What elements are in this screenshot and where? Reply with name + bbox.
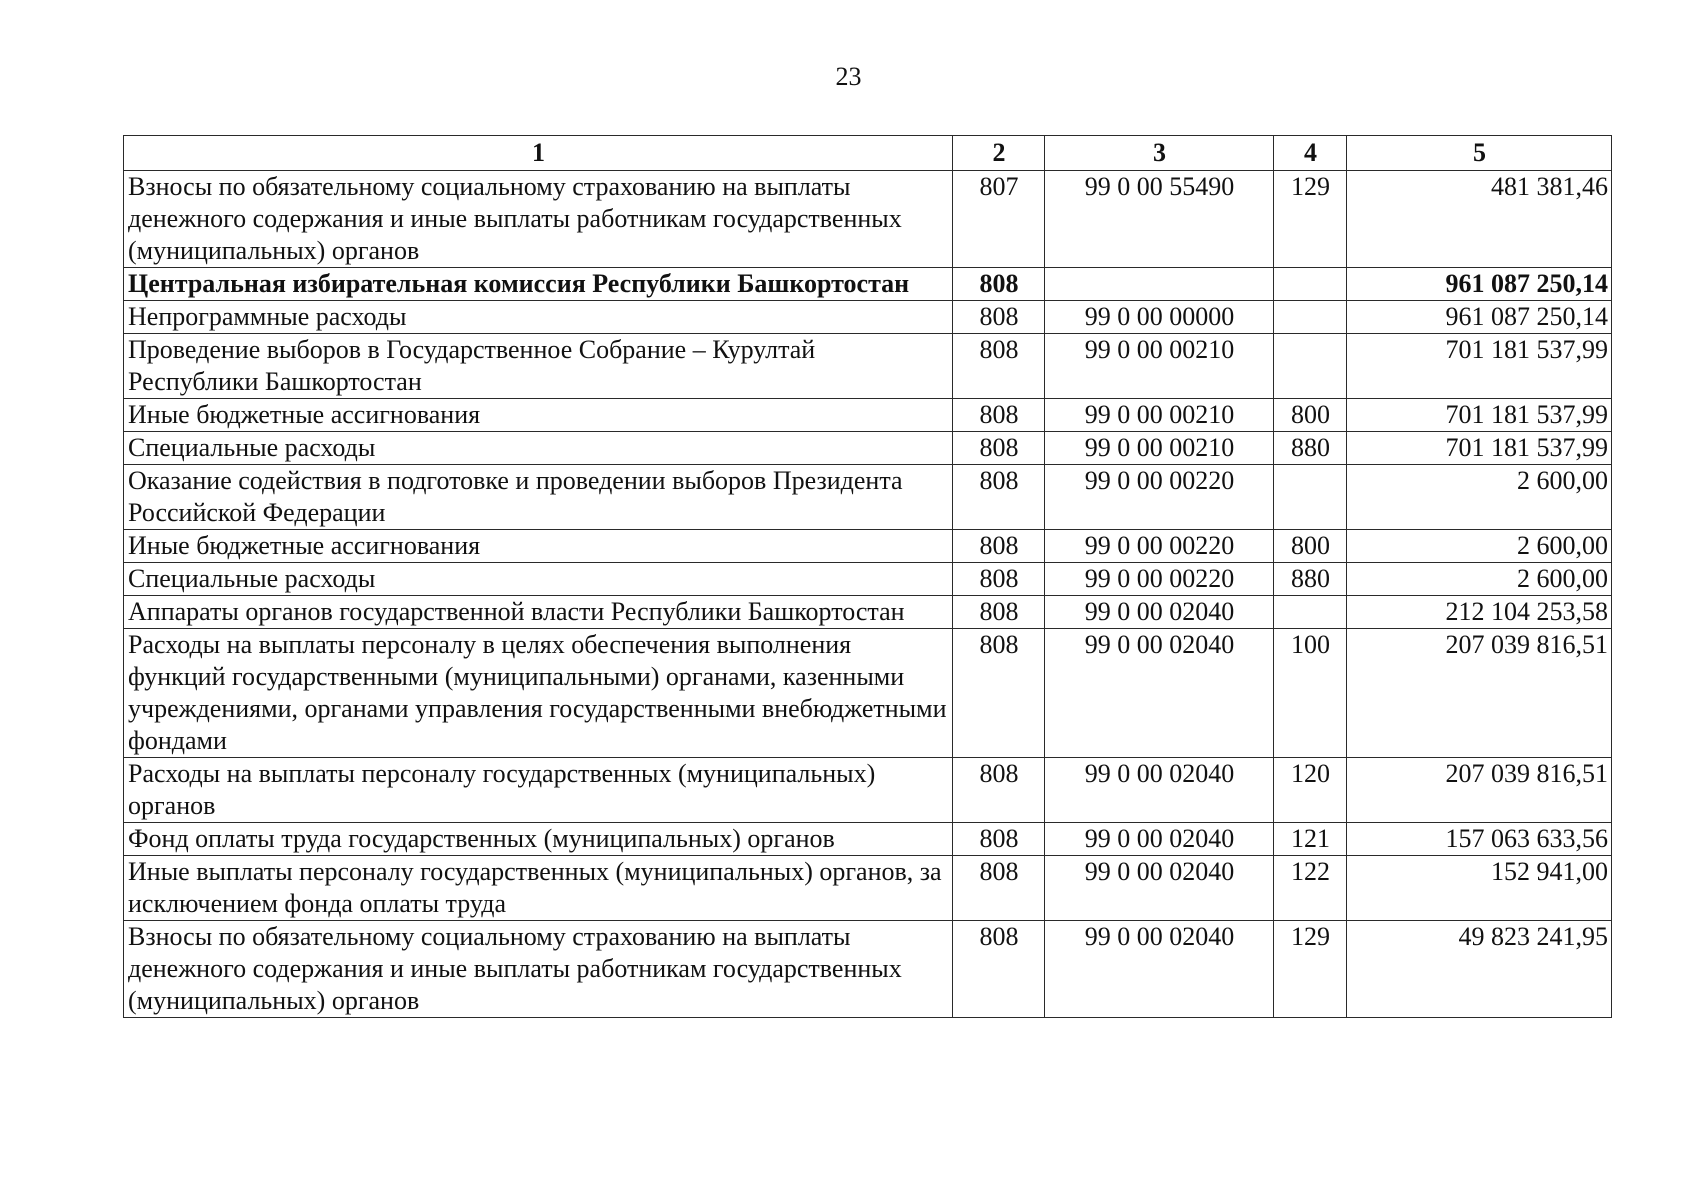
amount: 701 181 537,99 bbox=[1347, 334, 1612, 399]
target-article-code: 99 0 00 00000 bbox=[1045, 301, 1274, 334]
amount: 49 823 241,95 bbox=[1347, 921, 1612, 1018]
target-article-code: 99 0 00 00210 bbox=[1045, 432, 1274, 465]
target-article-code: 99 0 00 00210 bbox=[1045, 334, 1274, 399]
expense-type-code: 800 bbox=[1274, 530, 1347, 563]
expense-name: Специальные расходы bbox=[124, 432, 953, 465]
expense-type-code: 129 bbox=[1274, 171, 1347, 268]
expense-name: Специальные расходы bbox=[124, 563, 953, 596]
table-row bbox=[124, 856, 1612, 921]
target-article-code: 99 0 00 55490 bbox=[1045, 171, 1274, 268]
expense-name: Взносы по обязательному социальному страхованию на выплаты денежного содержания и иные выплаты работникам государственных (муниципальных) органов bbox=[124, 921, 953, 1018]
department-code: 808 bbox=[953, 334, 1045, 399]
department-code: 808 bbox=[953, 758, 1045, 823]
department-code: 808 bbox=[953, 268, 1045, 301]
expense-name: Иные бюджетные ассигнования bbox=[124, 399, 953, 432]
table-row bbox=[124, 399, 1612, 432]
target-article-code: 99 0 00 02040 bbox=[1045, 921, 1274, 1018]
expense-type-code: 100 bbox=[1274, 629, 1347, 758]
department-code: 808 bbox=[953, 563, 1045, 596]
department-code: 808 bbox=[953, 629, 1045, 758]
table-body bbox=[124, 171, 1612, 1018]
page-number: 23 bbox=[835, 62, 862, 91]
amount: 152 941,00 bbox=[1347, 856, 1612, 921]
expense-name: Проведение выборов в Государственное Собрание – Курултай Республики Башкортостан bbox=[124, 334, 953, 399]
amount: 701 181 537,99 bbox=[1347, 399, 1612, 432]
table-row bbox=[124, 530, 1612, 563]
table-row bbox=[124, 334, 1612, 399]
department-code: 808 bbox=[953, 823, 1045, 856]
expense-type-code bbox=[1274, 301, 1347, 334]
amount: 961 087 250,14 bbox=[1347, 301, 1612, 334]
target-article-code: 99 0 00 02040 bbox=[1045, 856, 1274, 921]
expense-name: Фонд оплаты труда государственных (муниципальных) органов bbox=[124, 823, 953, 856]
target-article-code: 99 0 00 00220 bbox=[1045, 563, 1274, 596]
target-article-code: 99 0 00 02040 bbox=[1045, 629, 1274, 758]
amount: 157 063 633,56 bbox=[1347, 823, 1612, 856]
expense-type-code: 129 bbox=[1274, 921, 1347, 1018]
amount: 2 600,00 bbox=[1347, 465, 1612, 530]
expense-name: Центральная избирательная комиссия Республики Башкортостан bbox=[124, 268, 953, 301]
table-row bbox=[124, 921, 1612, 1018]
budget-table bbox=[123, 135, 1612, 1018]
expense-name: Оказание содействия в подготовке и проведении выборов Президента Российской Федерации bbox=[124, 465, 953, 530]
table-row bbox=[124, 465, 1612, 530]
department-code: 808 bbox=[953, 301, 1045, 334]
expense-name: Расходы на выплаты персоналу государственных (муниципальных) органов bbox=[124, 758, 953, 823]
target-article-code: 99 0 00 02040 bbox=[1045, 823, 1274, 856]
department-code: 808 bbox=[953, 432, 1045, 465]
amount: 212 104 253,58 bbox=[1347, 596, 1612, 629]
expense-type-code bbox=[1274, 268, 1347, 301]
department-code: 808 bbox=[953, 465, 1045, 530]
expense-type-code: 121 bbox=[1274, 823, 1347, 856]
target-article-code bbox=[1045, 268, 1274, 301]
expense-type-code: 880 bbox=[1274, 432, 1347, 465]
table-row bbox=[124, 301, 1612, 334]
expense-type-code: 122 bbox=[1274, 856, 1347, 921]
expense-type-code: 120 bbox=[1274, 758, 1347, 823]
header-col-4: 4 bbox=[1274, 136, 1347, 171]
expense-type-code bbox=[1274, 465, 1347, 530]
header-col-3: 3 bbox=[1045, 136, 1274, 171]
target-article-code: 99 0 00 00220 bbox=[1045, 530, 1274, 563]
expense-name: Иные выплаты персоналу государственных (муниципальных) органов, за исключением фонда оплаты труда bbox=[124, 856, 953, 921]
header-col-5: 5 bbox=[1347, 136, 1612, 171]
table-row bbox=[124, 758, 1612, 823]
amount: 481 381,46 bbox=[1347, 171, 1612, 268]
header-col-1: 1 bbox=[124, 136, 953, 171]
department-code: 807 bbox=[953, 171, 1045, 268]
table-row bbox=[124, 432, 1612, 465]
target-article-code: 99 0 00 02040 bbox=[1045, 758, 1274, 823]
target-article-code: 99 0 00 00220 bbox=[1045, 465, 1274, 530]
department-code: 808 bbox=[953, 530, 1045, 563]
amount: 961 087 250,14 bbox=[1347, 268, 1612, 301]
amount: 207 039 816,51 bbox=[1347, 758, 1612, 823]
expense-type-code: 880 bbox=[1274, 563, 1347, 596]
amount: 2 600,00 bbox=[1347, 563, 1612, 596]
table-row bbox=[124, 268, 1612, 301]
department-code: 808 bbox=[953, 921, 1045, 1018]
amount: 207 039 816,51 bbox=[1347, 629, 1612, 758]
department-code: 808 bbox=[953, 856, 1045, 921]
expense-type-code bbox=[1274, 334, 1347, 399]
department-code: 808 bbox=[953, 596, 1045, 629]
expense-name: Аппараты органов государственной власти Республики Башкортостан bbox=[124, 596, 953, 629]
table-row bbox=[124, 629, 1612, 758]
table-row bbox=[124, 596, 1612, 629]
expense-type-code bbox=[1274, 596, 1347, 629]
header-col-2: 2 bbox=[953, 136, 1045, 171]
table-row bbox=[124, 171, 1612, 268]
expense-name: Взносы по обязательному социальному страхованию на выплаты денежного содержания и иные выплаты работникам государственных (муниципальных) органов bbox=[124, 171, 953, 268]
target-article-code: 99 0 00 00210 bbox=[1045, 399, 1274, 432]
table-header bbox=[124, 136, 1612, 171]
target-article-code: 99 0 00 02040 bbox=[1045, 596, 1274, 629]
expense-type-code: 800 bbox=[1274, 399, 1347, 432]
expense-name: Непрограммные расходы bbox=[124, 301, 953, 334]
amount: 701 181 537,99 bbox=[1347, 432, 1612, 465]
header-row bbox=[124, 136, 1612, 171]
amount: 2 600,00 bbox=[1347, 530, 1612, 563]
table-row bbox=[124, 823, 1612, 856]
department-code: 808 bbox=[953, 399, 1045, 432]
table-row bbox=[124, 563, 1612, 596]
expense-name: Иные бюджетные ассигнования bbox=[124, 530, 953, 563]
expense-name: Расходы на выплаты персоналу в целях обеспечения выполнения функций государственными (муниципальными) органами, казенными учреждениями, органами управления государственными внебюджетными фондами bbox=[124, 629, 953, 758]
